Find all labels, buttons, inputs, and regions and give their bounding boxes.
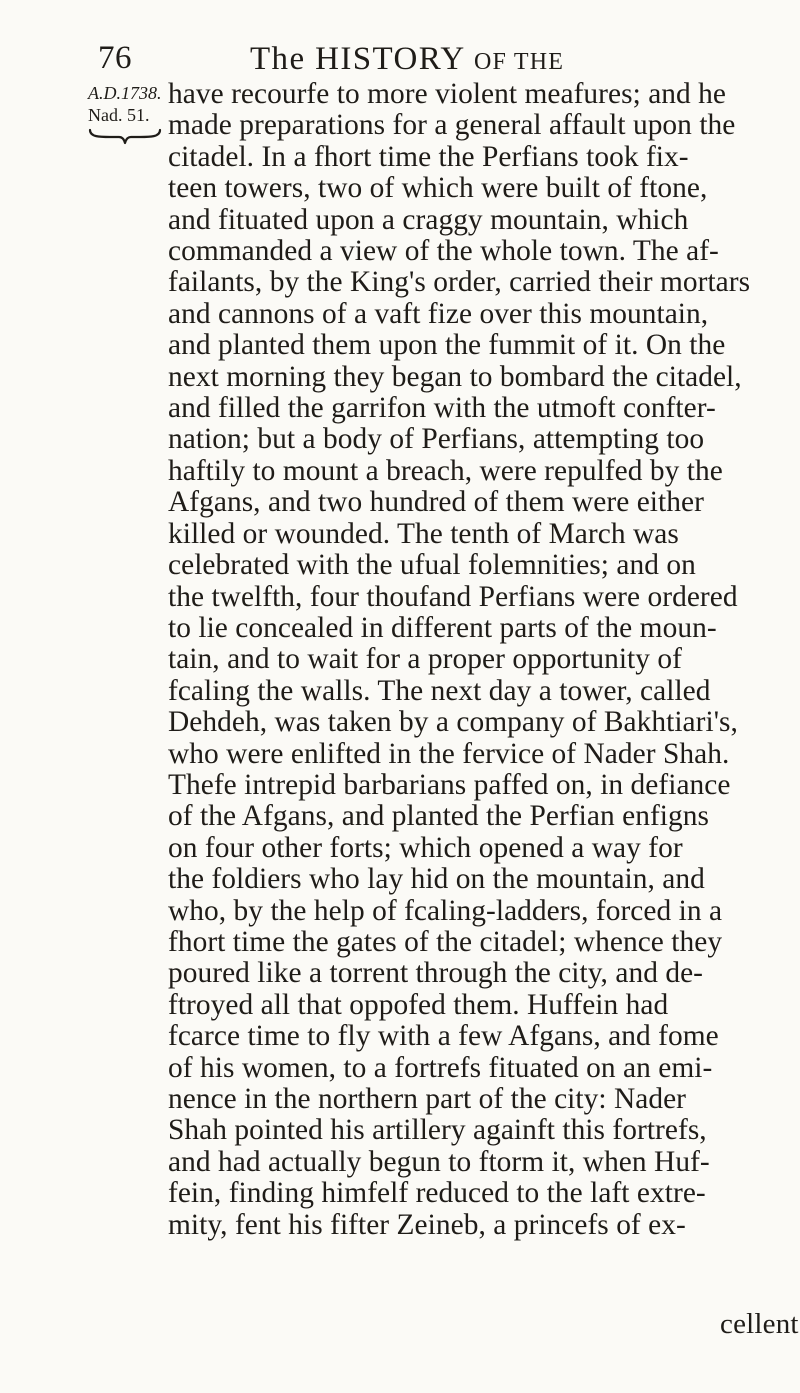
marginal-note: [88, 82, 166, 150]
marginal-brace-icon: [88, 127, 162, 145]
running-head-left: The: [250, 41, 306, 77]
marginal-year: A.D.1738.: [88, 83, 162, 103]
catchword: cellent: [720, 1308, 799, 1340]
running-head-small: OF THE: [474, 49, 565, 75]
marginal-reign: Nad. 51.: [88, 105, 150, 125]
page-number: 76: [98, 40, 132, 76]
main-text-block: have recourfe to more violent meafures; and he made preparations for a general affault upon the citadel. In a fhort time the Perfians took fix- teen towers, two of which were built of ftone, and fituated upon a craggy mountain, which commanded a view of the whole town. The af- failants, by the King's order, carried their mortars and cannons of a vaft fize over this mountain, and planted them upon the fummit of it. On the next morning they began to bombard the citadel, and filled the garrifon with the utmoft confter- nation; but a body of Perfians, attempting too haftily to mount a breach, were repulfed by the Afgans, and two hundred of them were either killed or wounded. The tenth of March was celebrated with the ufual folemnities; and on the twelfth, four thoufand Perfians were ordered to lie concealed in different parts of the moun- tain, and to wait for a proper opportunity of fcaling the walls. The next day a tower, called Dehdeh, was taken by a company of Bakhtiari's, who were enlifted in the fervice of Nader Shah. Thefe intrepid barbarians paffed on, in defiance of the Afgans, and planted the Perfian enfigns on four other forts; which opened a way for the foldiers who lay hid on the mountain, and who, by the help of fcaling-ladders, forced in a fhort time the gates of the citadel; whence they poured like a torrent through the city, and de- ftroyed all that oppofed them. Huffein had fcarce time to fly with a few Afgans, and fome of his women, to a fortrefs fituated on an emi- nence in the northern part of the city: Nader Shah pointed his artillery againft this fortrefs, and had actually begun to ftorm it, when Huf- fein, finding himfelf reduced to the laft extre- mity, fent his fifter Zeineb, a princefs of ex-: [168, 78, 751, 1241]
running-head-main: HISTORY: [315, 41, 465, 77]
running-head: [250, 41, 564, 78]
